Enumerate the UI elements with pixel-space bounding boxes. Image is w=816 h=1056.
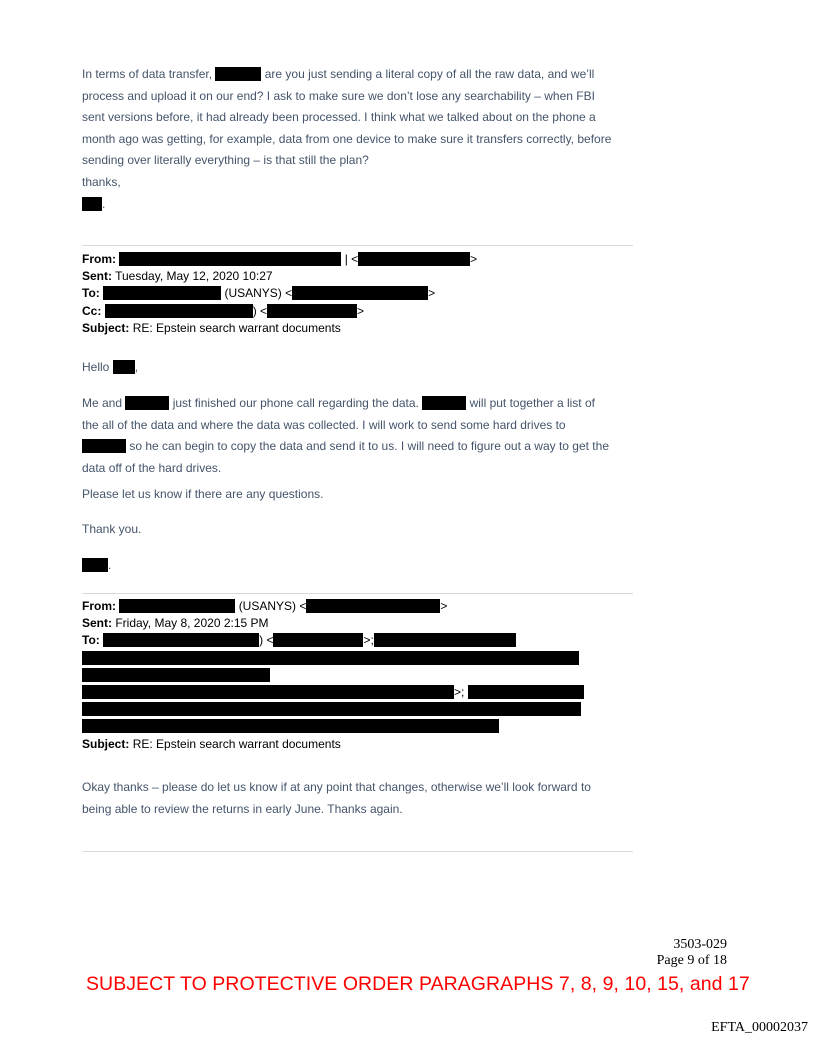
intro-closing: thanks, . [82, 172, 642, 215]
redaction-box [82, 439, 126, 453]
redaction-box [273, 633, 363, 647]
redaction-box [422, 396, 466, 410]
redaction-box [267, 304, 357, 318]
divider [82, 593, 633, 594]
redaction-box [105, 304, 253, 318]
redaction-box [113, 360, 135, 374]
redaction-box [119, 599, 235, 613]
intro-paragraph [82, 64, 642, 172]
email-body-1-sig: . [82, 555, 642, 577]
redaction-box [119, 252, 341, 266]
email-body-1: Hello , [82, 360, 139, 374]
body-line: the all of the data and where the data was collected. I will work to send some hard drives to [82, 417, 566, 432]
redaction-box [82, 702, 581, 716]
intro-line: In terms of data transfer, are you just sending a literal copy of all the raw data, and we’ll [82, 67, 595, 81]
intro-line: sending over literally everything – is that still the plan? [82, 153, 369, 167]
email-body-1-p2: Please let us know if there are any questions. [82, 487, 324, 501]
email-header-1: From: | < > Sent: Tuesday, May 12, 2020 10:27 To: (USANYS) < > Cc: ) < > Subject: RE: Epstein search warrant documents [82, 252, 478, 335]
redaction-box [358, 252, 470, 266]
redaction-box [103, 633, 259, 647]
redaction-box [292, 286, 428, 300]
page-number: Page 9 of 18 [656, 953, 727, 968]
redaction-box [82, 719, 499, 733]
divider [82, 245, 633, 246]
protective-order-notice: SUBJECT TO PROTECTIVE ORDER PARAGRAPHS 7, 8, 9, 10, 15, and 17 [86, 973, 750, 995]
redaction-box [215, 67, 261, 81]
body-line: being able to review the returns in early June. Thanks again. [82, 801, 403, 816]
body-line: Okay thanks – please do let us know if at any point that changes, otherwise we’ll look forward to [82, 780, 591, 794]
redaction-box [82, 685, 454, 699]
redaction-box [82, 558, 108, 572]
intro-line: sent versions before, it had already been processed. I think what we talked about on the phone a [82, 110, 596, 124]
redaction-box [82, 651, 579, 665]
redaction-box [82, 668, 270, 682]
intro-line: month ago was getting, for example, data from one device to make sure it transfers correctly, before [82, 131, 612, 146]
closing-text: thanks, [82, 175, 121, 189]
redaction-box [82, 197, 102, 211]
email-body-1-p3: Thank you. [82, 522, 142, 536]
redaction-box [306, 599, 440, 613]
redaction-box [103, 286, 221, 300]
intro-line: process and upload it on our end? I ask to make sure we don’t lose any searchability – when FBI [82, 88, 595, 103]
divider [82, 851, 633, 852]
efta-id: EFTA_00002037 [711, 1020, 808, 1035]
email-header-2: From: (USANYS) < > Sent: Friday, May 8, 2020 2:15 PM To: ) < >; >; Subject: RE: Epstein search warrant documents [82, 598, 642, 753]
body-line: data off of the hard drives. [82, 460, 222, 475]
redaction-box [125, 396, 169, 410]
email-body-1-p1: Me and just finished our phone call regarding the data. will put together a list of the all of the data and where the data was collected. I will work to send some hard drives to so he can begin to copy the data and send it to us. I will need to figure out a way to get the data off of the hard drives. [82, 393, 642, 479]
redaction-box [374, 633, 516, 647]
bates-number: 3503-029 [673, 937, 727, 952]
email-body-2 [82, 777, 642, 820]
redaction-box [468, 685, 584, 699]
